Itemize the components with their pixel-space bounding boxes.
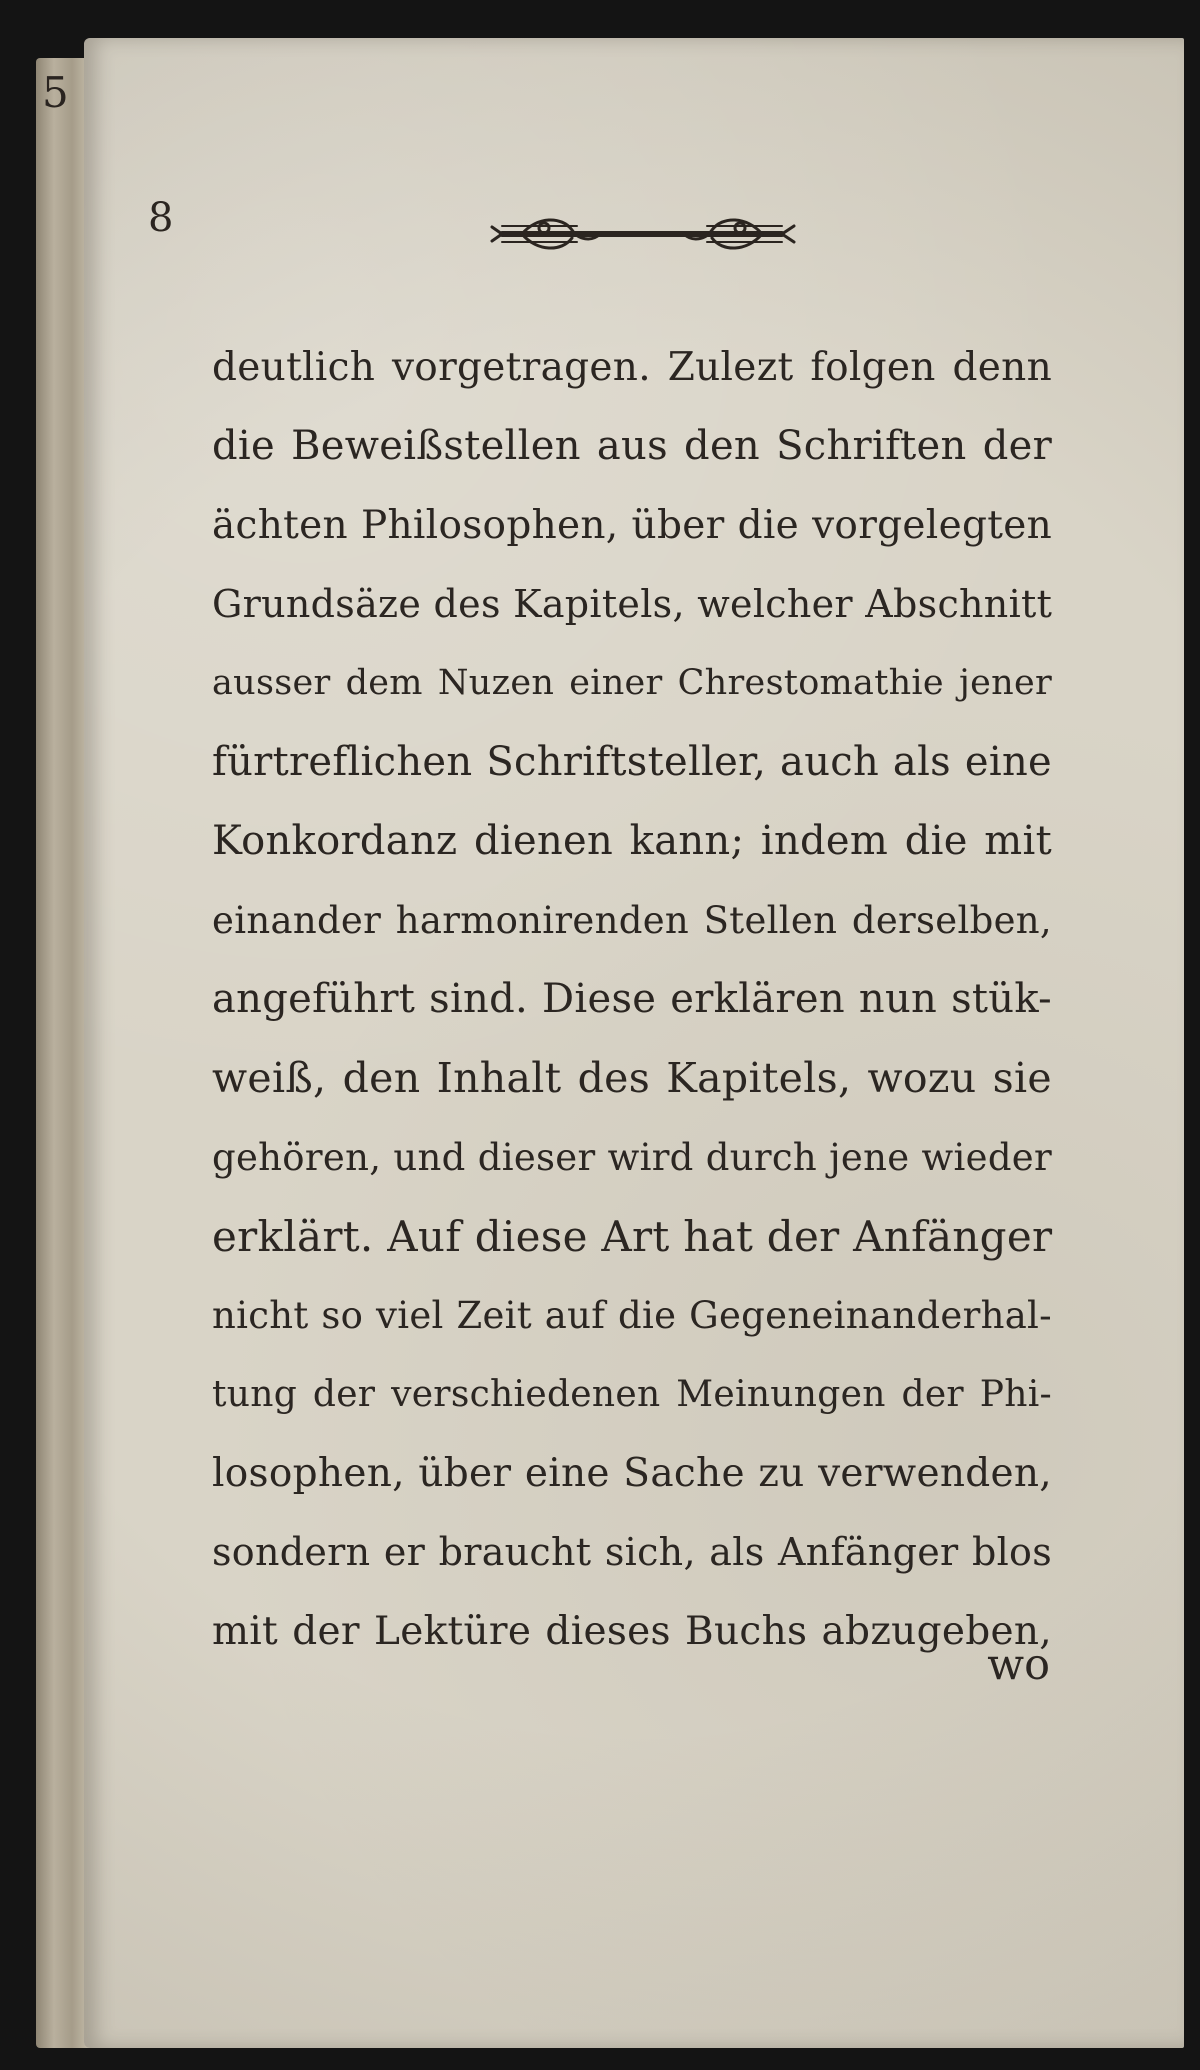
text-line: tung der verschiedenen Meinungen der Phi- [212,1374,1052,1415]
text-line: Grundsäze des Kapitels, welcher Abschnitt [212,582,1053,626]
decorative-rule-ornament-icon [482,212,802,256]
text-line: die Beweißstellen aus den Schriften der [212,423,1052,469]
text-line: ächten Philosophen, über die vorgelegten [212,503,1052,548]
text-line: losophen, über eine Sache zu verwenden, [212,1451,1052,1496]
side-mark: 5 [42,68,69,117]
text-line: gehören, und dieser wird durch jene wieder [212,1136,1052,1179]
text-line: angeführt sind. Diese erklären nun stük- [212,976,1052,1022]
text-line: einander harmonirenden Stellen derselben, [212,899,1052,942]
catchword: wo [987,1640,1050,1690]
text-line: nicht so viel Zeit auf die Gegeneinanderhal- [212,1294,1052,1337]
text-line: Konkordanz dienen kann; indem die mit [212,818,1052,864]
body-text [212,328,1052,1671]
text-line: ausser dem Nuzen einer Chrestomathie jener [212,663,1052,703]
text-line: weiß, den Inhalt des Kapitels, wozu sie [212,1054,1052,1102]
text-line: deutlich vorgetragen. Zulezt folgen denn [212,345,1052,390]
text-line: sondern er braucht sich, als Anfänger blos [212,1530,1052,1574]
text-line: mit der Lektüre dieses Buchs abzugeben, [212,1609,1052,1654]
text-line: erklärt. Auf diese Art hat der Anfänger [212,1212,1053,1261]
page-number: 8 [148,195,174,241]
text-line: fürtreflichen Schriftsteller, auch als eine [212,739,1052,785]
